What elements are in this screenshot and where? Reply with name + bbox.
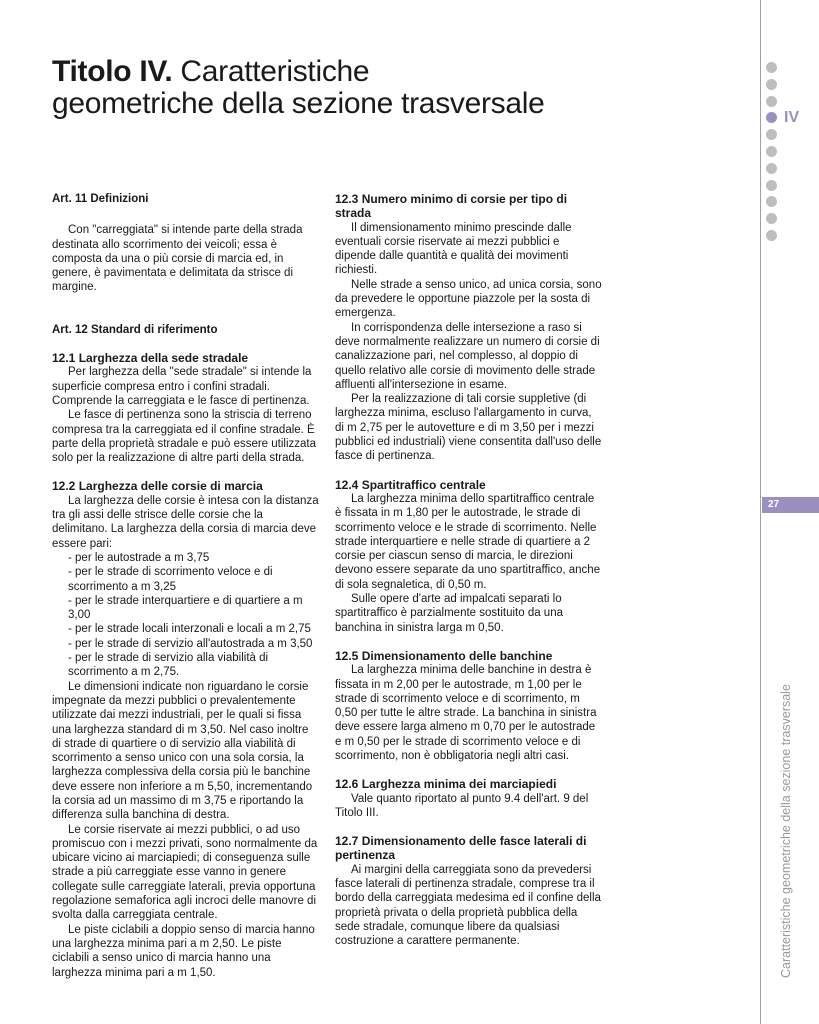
s122-list-item: - per le strade interquartiere e di quartiere a m 3,00 [68,594,303,622]
s123-paragraph-1: Il dimensionamento minimo prescinde dalle eventuali corsie riservate ai mezzi pubblici e dipende dalle quantità e qualità dei movimenti richiesti. [335,221,572,277]
s122-list-item: - per le strade locali interzonali e locali a m 2,75 [68,623,311,636]
right-column [335,192,603,949]
s127-paragraph-1: Ai margini della carreggiata sono da prevedersi fasce laterali di pertinenza stradale, comprese tra il bordo della carreggiata medesima ed il confine della proprietà privata o della proprietà pubblica della sede stradale, comunque libere da qualsiasi costruzione a carattere permanente. [335,863,601,948]
s121-paragraph-1: Per larghezza della "sede stradale" si intende la superficie compresa entro i confini stradali. Comprende la carreggiata e le fasce di pertinenza. [52,366,312,407]
s121-paragraph-2: Le fasce di pertinenza sono la striscia di terreno compresa tra la carreggiata ed il confine stradale. È parte della proprietà stradale e può essere utilizzata solo per la realizzazione di altre parti della strada. [52,409,317,465]
art12-heading: Art. 12 Standard di riferimento [52,323,218,336]
s123-heading: 12.3 Numero minimo di corsie per tipo di strada [335,192,568,221]
s122-list-item: - per le autostrade a m 3,75 [68,551,210,564]
chapter-dot-icon [766,96,777,107]
title-bold: Titolo IV. [52,55,173,88]
chapter-nav [766,62,800,247]
title-line2: geometriche della sezione trasversale [52,87,545,120]
s122-list-item: - per le strade di scorrimento veloce e di scorrimento a m 3,25 [68,566,273,593]
chapter-label: IV [784,109,800,127]
chapter-dot-icon [766,79,777,90]
chapter-dot-icon [766,163,777,174]
page-title [52,56,732,120]
chapter-dot-icon [766,129,777,140]
s125-heading: 12.5 Dimensionamento delle banchine [335,648,553,663]
left-column [52,192,320,980]
title-rest: Caratteristiche [172,55,370,88]
chapter-dot-active-icon [766,109,800,127]
s126-heading: 12.6 Larghezza minima dei marciapiedi [335,777,557,792]
s122-list-item: - per le strade di servizio all'autostrada a m 3,50 [68,637,313,650]
s125-paragraph-1: La larghezza minima delle banchine in destra è fissata in m 2,00 per le autostrade, m 1,00 per le strade di scorrimento veloce e di scorrimento, m 0,50 per tutte le altre strade. La banchina in sinistra deve essere larga almeno m 0,70 per le autostrade e m 0,50 per le strade di scorrimento veloce e di scorrimento, non è obbligatoria negli altri casi. [335,664,597,762]
s123-paragraph-2: Nelle strade a senso unico, ad unica corsia, sono da prevedere le opportune piazzole per la sosta di emergenza. [335,278,602,320]
s127-heading: 12.7 Dimensionamento delle fasce laterali di pertinenza [335,834,587,863]
chapter-dot-icon [766,180,777,191]
s122-list-item: - per le strade di servizio alla viabilità di scorrimento a m 2,75. [68,652,269,679]
s124-heading: 12.4 Spartitraffico centrale [335,477,486,492]
chapter-dot-icon [766,62,777,73]
s123-paragraph-4: Per la realizzazione di tali corsie suppletive (di larghezza minima, escluso l'allargamento in curva, di m 2,75 per le autovetture e di m 3,50 per i mezzi pubblici ed industriali) viene consentita dall'uso delle fasce di pertinenza. [335,393,602,463]
s122-paragraph-3: Le corsie riservate ai mezzi pubblici, o ad uso promiscuo con i mezzi privati, sono normalmente da ubicare vicino ai marciapiedi; di conseguenza sulle strade a più carreggiate esse vanno in genere collegate sulle carreggiate laterali, previa opportuna regolazione semaforica agli incroci delle manovre di svolta dalla carreggiata centrale. [52,823,318,922]
s121-heading: 12.1 Larghezza della sede stradale [52,351,249,366]
s122-paragraph-1: La larghezza delle corsie è intesa con la distanza tra gli assi delle strisce delle corsie che la delimitano. La larghezza della corsia di marcia deve essere pari: [52,494,319,550]
sidebar-divider [760,0,761,1024]
chapter-dot-icon [766,213,777,224]
chapter-dot-icon [766,230,777,241]
page-number: 27 [762,497,819,513]
chapter-dot-icon [766,196,777,207]
s123-paragraph-3: In corrispondenza delle intersezione a raso si deve normalmente realizzare un numero di corsie di canalizzazione pari, nel complesso, al doppio di quello relativo alle corsie di movimento delle strade affluenti all'intersezione in esame. [335,321,600,391]
chapter-dot-icon [766,146,777,157]
running-title: Caratteristiche geometriche della sezione trasversale [779,684,793,978]
s126-paragraph-1: Vale quanto riportato al punto 9.4 dell'art. 9 del Titolo III. [335,792,589,819]
s122-paragraph-4: Le piste ciclabili a doppio senso di marcia hanno una larghezza minima pari a m 2,50. Le piste ciclabili a senso unico di marcia hanno una larghezza minima pari a m 1,50. [52,923,315,979]
art11-heading: Art. 11 Definizioni [52,193,149,205]
art11-paragraph: Con "carreggiata" si intende parte della strada destinata allo scorrimento dei veicoli; essa è composta da una o più corsie di marcia ed, in genere, è pavimentata e delimitata da strisce di margine. [52,224,303,294]
s124-paragraph-1: La larghezza minima dello spartitraffico centrale è fissata in m 1,80 per le autostrade, le strade di scorrimento veloce e le strade di scorrimento. Nelle strade interquartiere e nelle strade di quartiere a 2 corsie per ciascun senso di marcia, le direzioni devono essere separate da uno spartitraffico, anche di sola segnaletica, di 0,50 m. [335,492,601,591]
s124-paragraph-2: Sulle opere d'arte ad impalcati separati lo spartitraffico è parzialmente sostituito da una banchina in sinistra larga m 0,50. [335,593,563,634]
s122-heading: 12.2 Larghezza delle corsie di marcia [52,479,263,494]
s122-paragraph-2: Le dimensioni indicate non riguardano le corsie impegnate da mezzi pubblici o prevalentemente utilizzate dai mezzi industriali, per le quali si fissa una larghezza standard di m 3,50. Nel caso inoltre di strade di quartiere o di servizio alla viabilità di scorrimento a senso unico con una sola corsia, la larghezza complessiva della corsia più le banchine deve essere non inferiore a m 5,50, incrementando la corsia ad un massimo di m 3,75 e riportando la differenza sulla banchina di destra. [52,680,313,822]
